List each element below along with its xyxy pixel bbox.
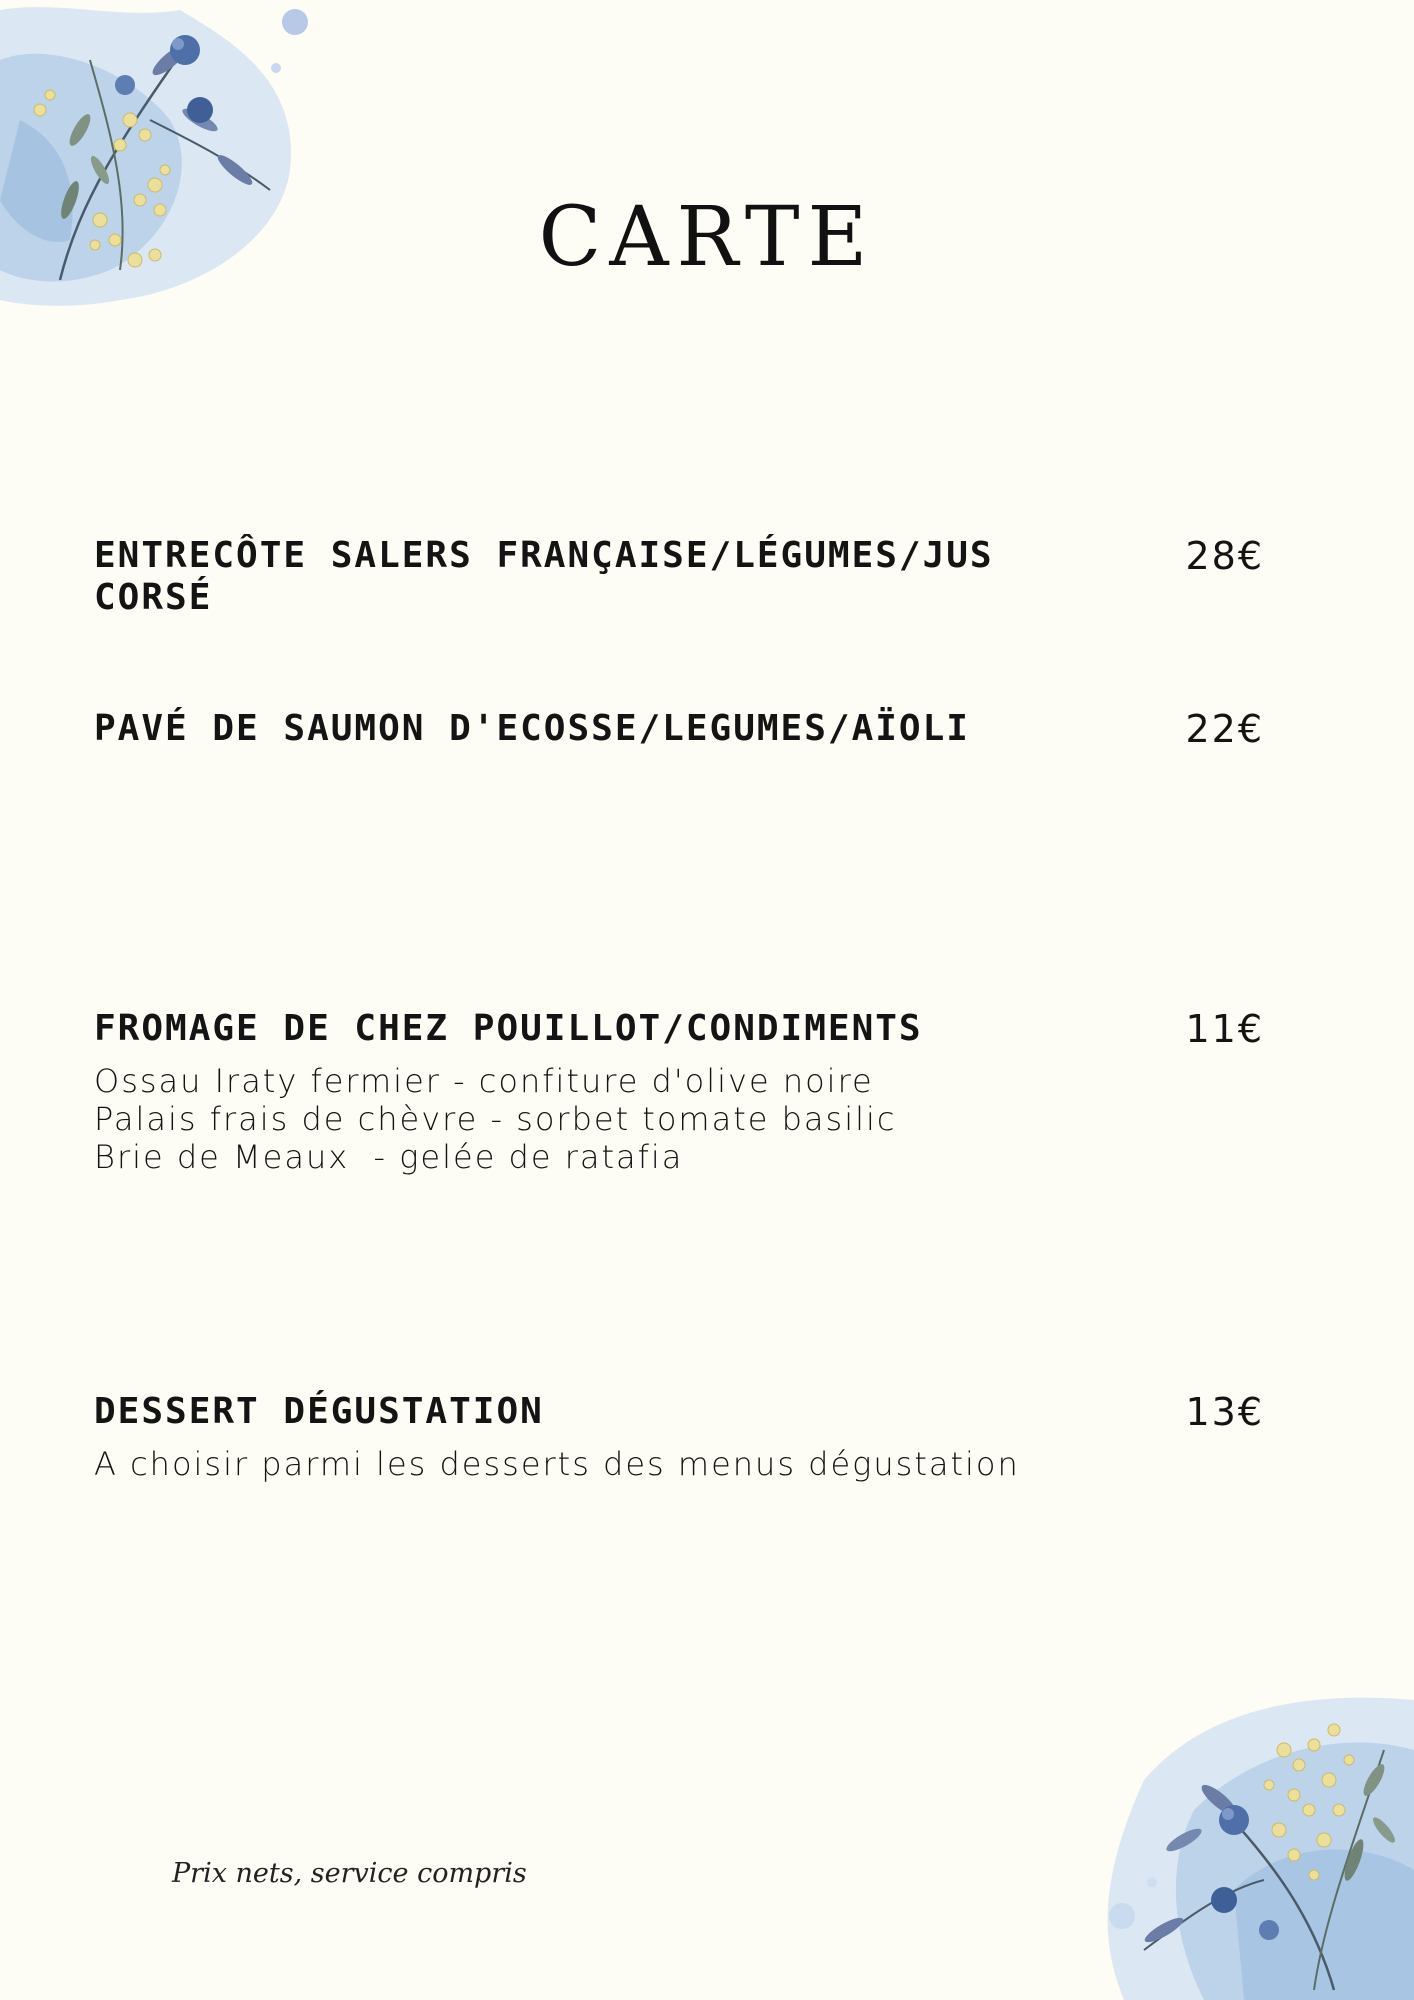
menu-item-name: FROMAGE DE CHEZ POUILLOT/CONDIMENTS xyxy=(94,1008,923,1049)
menu-item-price: 28€ xyxy=(1185,534,1264,578)
description-line: A choisir parmi les desserts des menus dégustation xyxy=(94,1445,1020,1483)
menu-item-price: 13€ xyxy=(1185,1390,1264,1434)
page-title: CARTE xyxy=(538,190,876,285)
description-line: Ossau Iraty fermier - confiture d'olive noire xyxy=(94,1062,874,1100)
menu-item-description xyxy=(94,1445,1264,1483)
menu-item-name: ENTRECÔTE SALERS FRANÇAISE/LÉGUMES/JUS CORSÉ xyxy=(94,535,994,618)
menu-item-price: 11€ xyxy=(1185,1007,1264,1051)
menu-item xyxy=(94,708,1264,750)
menu-item-price: 22€ xyxy=(1185,707,1264,751)
menu-item-description xyxy=(94,1062,1264,1176)
description-line: Palais frais de chèvre - sorbet tomate basilic xyxy=(94,1100,897,1138)
menu-item xyxy=(94,1008,1264,1176)
price-note: Prix nets, service compris xyxy=(172,1858,527,1889)
menu-item-name: DESSERT DÉGUSTATION xyxy=(94,1391,544,1432)
description-line: Brie de Meaux - gelée de ratafia xyxy=(94,1138,684,1176)
floral-decoration-bottom-right xyxy=(1084,1690,1414,2000)
menu-item xyxy=(94,535,1264,619)
menu-item-name: PAVÉ DE SAUMON D'ECOSSE/LEGUMES/AÏOLI xyxy=(94,708,970,749)
menu-item xyxy=(94,1391,1264,1483)
